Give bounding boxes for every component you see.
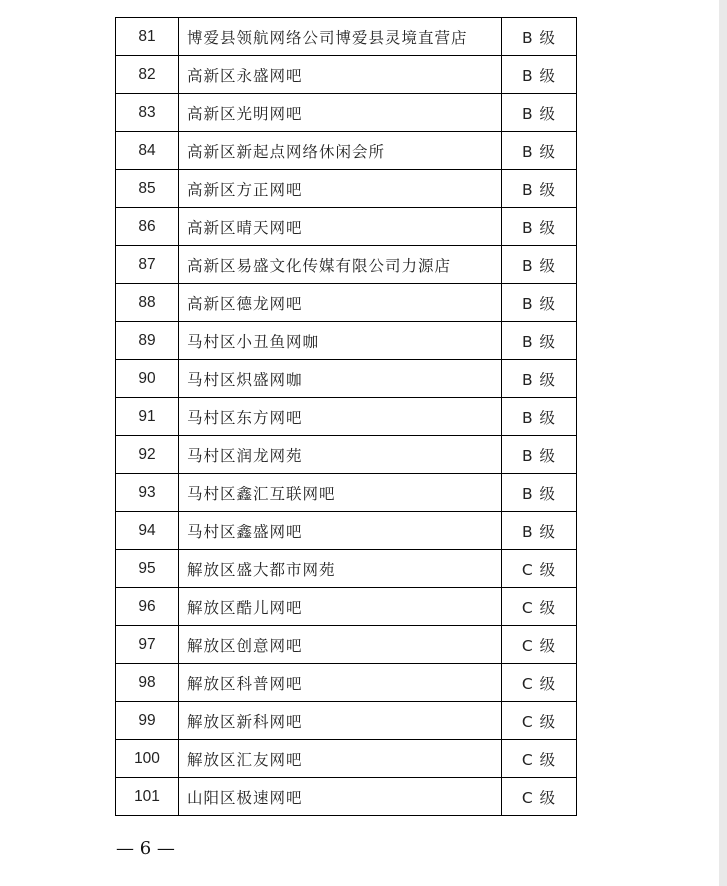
grade-cell: B 级 <box>502 322 577 360</box>
grade-cell: B 级 <box>502 56 577 94</box>
grade-cell: B 级 <box>502 246 577 284</box>
row-number-cell: 88 <box>116 284 179 322</box>
grade-cell: B 级 <box>502 360 577 398</box>
row-number-cell: 86 <box>116 208 179 246</box>
page-number: — 6 — <box>116 838 175 859</box>
grade-cell: B 级 <box>502 512 577 550</box>
table-row <box>116 778 577 816</box>
grade-cell: C 级 <box>502 740 577 778</box>
venue-name-cell: 高新区德龙网吧 <box>179 284 502 322</box>
venue-name-cell: 高新区易盛文化传媒有限公司力源店 <box>179 246 502 284</box>
grade-cell: B 级 <box>502 170 577 208</box>
row-number-cell: 92 <box>116 436 179 474</box>
table-row <box>116 626 577 664</box>
row-number-cell: 100 <box>116 740 179 778</box>
row-number-cell: 101 <box>116 778 179 816</box>
grade-cell: B 级 <box>502 436 577 474</box>
table-row <box>116 170 577 208</box>
row-number-cell: 93 <box>116 474 179 512</box>
grade-cell: C 级 <box>502 778 577 816</box>
grade-cell: C 级 <box>502 702 577 740</box>
viewer-gutter <box>719 0 727 886</box>
row-number-cell: 83 <box>116 94 179 132</box>
table-row <box>116 56 577 94</box>
venue-name-cell: 解放区科普网吧 <box>179 664 502 702</box>
table-row <box>116 740 577 778</box>
venue-name-cell: 山阳区极速网吧 <box>179 778 502 816</box>
venue-name-cell: 解放区酷儿网吧 <box>179 588 502 626</box>
row-number-cell: 85 <box>116 170 179 208</box>
venue-name-cell: 高新区永盛网吧 <box>179 56 502 94</box>
grade-cell: B 级 <box>502 94 577 132</box>
row-number-cell: 81 <box>116 18 179 56</box>
grade-cell: B 级 <box>502 18 577 56</box>
grade-cell: B 级 <box>502 132 577 170</box>
grade-cell: B 级 <box>502 208 577 246</box>
venue-name-cell: 马村区东方网吧 <box>179 398 502 436</box>
table-row <box>116 360 577 398</box>
table-row <box>116 588 577 626</box>
row-number-cell: 95 <box>116 550 179 588</box>
table-row <box>116 512 577 550</box>
venue-name-cell: 马村区鑫盛网吧 <box>179 512 502 550</box>
row-number-cell: 89 <box>116 322 179 360</box>
grade-cell: C 级 <box>502 626 577 664</box>
grade-cell: C 级 <box>502 664 577 702</box>
grade-cell: B 级 <box>502 284 577 322</box>
venue-name-cell: 马村区润龙网苑 <box>179 436 502 474</box>
venue-name-cell: 高新区新起点网络休闲会所 <box>179 132 502 170</box>
internet-cafe-grade-table <box>115 17 577 816</box>
venue-name-cell: 解放区创意网吧 <box>179 626 502 664</box>
grade-cell: B 级 <box>502 398 577 436</box>
table-row <box>116 284 577 322</box>
venue-name-cell: 解放区新科网吧 <box>179 702 502 740</box>
table-row <box>116 664 577 702</box>
venue-name-cell: 博爱县领航网络公司博爱县灵境直营店 <box>179 18 502 56</box>
venue-name-cell: 高新区晴天网吧 <box>179 208 502 246</box>
row-number-cell: 99 <box>116 702 179 740</box>
table-row <box>116 322 577 360</box>
table-row <box>116 702 577 740</box>
table-body <box>116 18 577 816</box>
table-row <box>116 246 577 284</box>
venue-name-cell: 马村区鑫汇互联网吧 <box>179 474 502 512</box>
row-number-cell: 84 <box>116 132 179 170</box>
venue-name-cell: 解放区汇友网吧 <box>179 740 502 778</box>
row-number-cell: 87 <box>116 246 179 284</box>
row-number-cell: 82 <box>116 56 179 94</box>
table-row <box>116 132 577 170</box>
table-row <box>116 474 577 512</box>
row-number-cell: 98 <box>116 664 179 702</box>
table-row <box>116 208 577 246</box>
row-number-cell: 97 <box>116 626 179 664</box>
row-number-cell: 94 <box>116 512 179 550</box>
table-row <box>116 398 577 436</box>
row-number-cell: 91 <box>116 398 179 436</box>
row-number-cell: 90 <box>116 360 179 398</box>
table-row <box>116 550 577 588</box>
venue-name-cell: 高新区方正网吧 <box>179 170 502 208</box>
grade-cell: B 级 <box>502 474 577 512</box>
venue-name-cell: 马村区炽盛网咖 <box>179 360 502 398</box>
venue-name-cell: 解放区盛大都市网苑 <box>179 550 502 588</box>
grade-cell: C 级 <box>502 550 577 588</box>
table-row <box>116 18 577 56</box>
venue-name-cell: 高新区光明网吧 <box>179 94 502 132</box>
table-row <box>116 94 577 132</box>
venue-name-cell: 马村区小丑鱼网咖 <box>179 322 502 360</box>
table-row <box>116 436 577 474</box>
grade-cell: C 级 <box>502 588 577 626</box>
row-number-cell: 96 <box>116 588 179 626</box>
